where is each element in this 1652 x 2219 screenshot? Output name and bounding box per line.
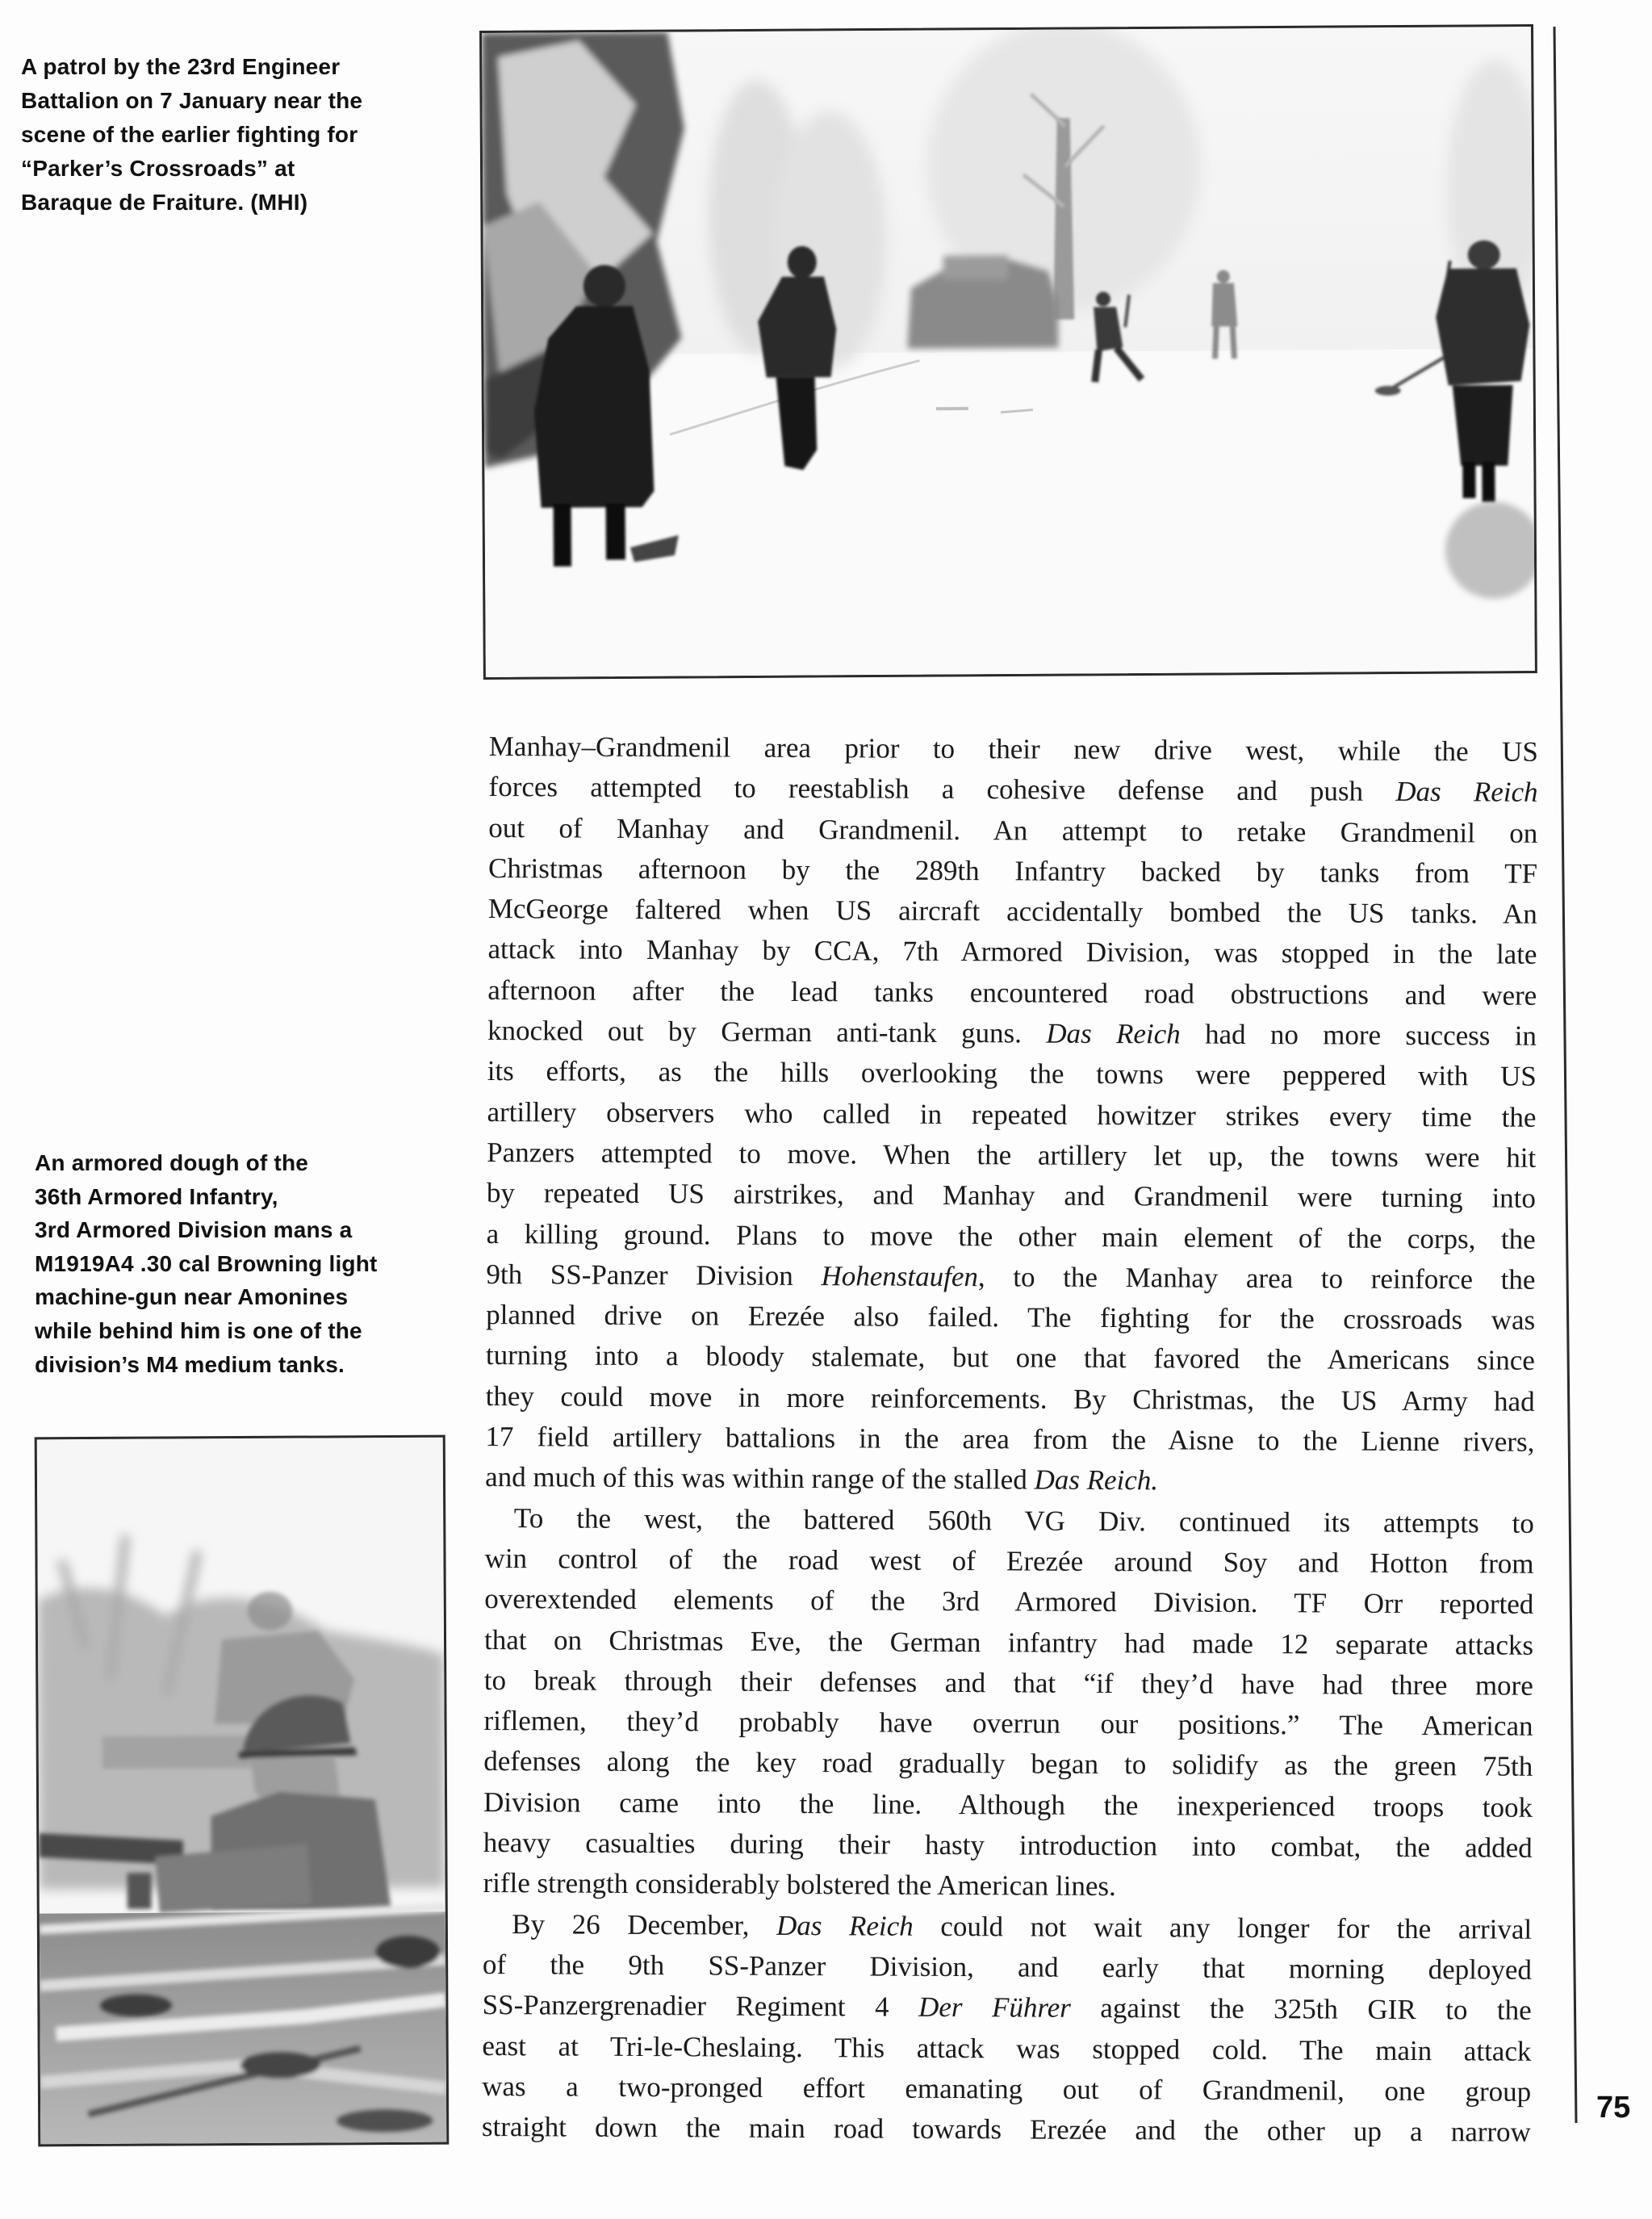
text-segment: by repeated US airstrikes, and Manhay and Grandmenil were turning into bbox=[486, 1177, 1537, 1215]
text-segment: had no more success in bbox=[1180, 1018, 1537, 1052]
caption-line: division’s M4 medium tanks. bbox=[35, 1351, 345, 1377]
body-text-line bbox=[486, 1335, 1535, 1381]
text-segment: attack into Manhay by CCA, 7th Armored Division, was stopped in the late bbox=[487, 933, 1537, 971]
text-segment: they could move in more reinforcements. By Christmas, the US Army had bbox=[485, 1380, 1535, 1417]
body-text-line bbox=[484, 1620, 1533, 1666]
italic-text-segment: Der Führer bbox=[918, 1991, 1071, 2024]
body-text-line bbox=[482, 2107, 1531, 2153]
caption-line: A patrol by the 23rd Engineer bbox=[21, 54, 341, 79]
text-segment: was a two-pronged effort emanating out of Grandmenil, one group bbox=[482, 2070, 1532, 2108]
text-segment: Christmas afternoon by the 289th Infantry backed by tanks from TF bbox=[487, 852, 1538, 890]
text-segment: knocked out by German anti-tank guns. bbox=[487, 1015, 1047, 1049]
italic-text-segment: Das Reich bbox=[776, 1909, 914, 1942]
body-text-line bbox=[486, 1254, 1535, 1300]
body-text-line bbox=[484, 1579, 1533, 1625]
text-segment: forces attempted to reestablish a cohesive defense and push bbox=[488, 771, 1396, 808]
photo-machine-gunner-image bbox=[37, 1438, 447, 2145]
text-segment: to break through their defenses and that “if they’d have had three more bbox=[483, 1664, 1533, 1702]
photo-caption-top bbox=[21, 50, 408, 220]
text-segment: that on Christmas Eve, the German infantry had made 12 separate attacks bbox=[483, 1623, 1534, 1661]
body-text-line bbox=[488, 767, 1537, 813]
caption-line: Baraque de Fraiture. (MHI) bbox=[21, 190, 308, 215]
body-text-line bbox=[482, 2066, 1531, 2112]
text-segment: overextended elements of the 3rd Armored Division. TF Orr reported bbox=[484, 1583, 1534, 1621]
italic-text-segment: Das Reich bbox=[1395, 776, 1538, 809]
body-text-line bbox=[483, 1945, 1532, 1991]
photo-machine-gunner bbox=[35, 1435, 450, 2147]
body-text-line bbox=[484, 1660, 1533, 1706]
text-segment: straight down the main road towards Erezée and the other up a narrow bbox=[481, 2111, 1532, 2148]
text-segment: McGeorge faltered when US aircraft accidentally bombed the US tanks. An bbox=[487, 893, 1537, 930]
text-segment: and much of this was within range of the stalled bbox=[485, 1461, 1035, 1496]
text-segment: a killing ground. Plans to move the other main element of the corps, the bbox=[486, 1217, 1536, 1255]
body-text-line bbox=[487, 929, 1537, 975]
body-text-line bbox=[489, 726, 1538, 772]
body-text-line bbox=[485, 1417, 1534, 1463]
text-segment: defenses along the key road gradually began to solidify as the green 75th bbox=[483, 1745, 1533, 1783]
body-text-line bbox=[487, 1133, 1536, 1179]
body-text-line bbox=[487, 970, 1537, 1016]
text-segment: Manhay–Grandmenil area prior to their new drive west, while the US bbox=[488, 730, 1538, 768]
body-text-line bbox=[488, 808, 1537, 854]
caption-line: “Parker’s Crossroads” at bbox=[21, 156, 295, 181]
body-text-line bbox=[487, 1173, 1536, 1219]
body-text-line bbox=[486, 1376, 1535, 1422]
body-text-line bbox=[488, 889, 1537, 935]
body-text-line bbox=[483, 1985, 1532, 2031]
body-text-line bbox=[482, 2025, 1531, 2071]
photo-patrol-snowy-road bbox=[479, 24, 1537, 680]
vertical-column-rule bbox=[1554, 27, 1576, 2123]
text-segment: 17 field artillery battalions in the area from the Aisne to the Lienne rivers, bbox=[485, 1421, 1535, 1458]
body-text-line bbox=[485, 1498, 1534, 1544]
text-segment: out of Manhay and Grandmenil. An attempt to retake Grandmenil on bbox=[488, 811, 1538, 849]
text-segment: afternoon after the lead tanks encountered road obstructions and were bbox=[487, 973, 1537, 1011]
text-segment: win control of the road west of Erezée around Soy and Hotton from bbox=[484, 1542, 1534, 1580]
body-text-line bbox=[487, 1092, 1536, 1138]
italic-text-segment: Das Reich bbox=[1046, 1017, 1181, 1050]
body-text-line bbox=[483, 1701, 1533, 1747]
italic-text-segment: Hohenstaufen bbox=[821, 1260, 979, 1293]
body-text-line bbox=[483, 1741, 1533, 1787]
caption-line: An armored dough of the bbox=[35, 1150, 309, 1175]
page-number: 75 bbox=[1596, 2091, 1631, 2125]
text-segment: planned drive on Erezée also failed. The fighting for the crossroads was bbox=[486, 1299, 1536, 1336]
text-segment: against the 325th GIR to the bbox=[1070, 1991, 1532, 2026]
body-text-line bbox=[483, 1782, 1533, 1828]
text-segment: Panzers attempted to move. When the artillery let up, the towns were hit bbox=[487, 1136, 1537, 1174]
italic-text-segment: Das Reich. bbox=[1034, 1463, 1159, 1497]
caption-line: 36th Armored Infantry, bbox=[35, 1183, 278, 1209]
body-text-line bbox=[487, 1214, 1536, 1260]
body-text-line bbox=[483, 1904, 1532, 1950]
text-segment: rifle strength considerably bolstered the American lines. bbox=[483, 1867, 1116, 1903]
text-segment: east at Tri-le-Cheslaing. This attack was stopped cold. The main attack bbox=[482, 2029, 1532, 2067]
text-segment: , to the Manhay area to reinforce the bbox=[977, 1261, 1536, 1296]
text-segment: could not wait any longer for the arrival bbox=[913, 1910, 1533, 1945]
text-segment: SS-Panzergrenadier Regiment 4 bbox=[482, 1989, 919, 2024]
body-text-line bbox=[488, 848, 1537, 894]
text-segment: its efforts, as the hills overlooking the towns were peppered with US bbox=[487, 1055, 1537, 1093]
photo-patrol-image bbox=[482, 27, 1535, 677]
text-segment: heavy casualties during their hasty introduction into combat, the added bbox=[483, 1826, 1533, 1864]
caption-line: while behind him is one of the bbox=[35, 1317, 362, 1343]
photo-caption-middle bbox=[35, 1146, 438, 1381]
caption-line: 3rd Armored Division mans a bbox=[35, 1217, 353, 1243]
body-text-line bbox=[486, 1295, 1535, 1341]
body-text-line bbox=[483, 1823, 1533, 1869]
body-text-line bbox=[487, 1011, 1537, 1057]
caption-line: machine-gun near Amonines bbox=[35, 1284, 349, 1310]
text-segment: To the west, the battered 560th VG Div. continued its attempts to bbox=[513, 1501, 1534, 1539]
caption-line: scene of the earlier fighting for bbox=[21, 122, 358, 147]
caption-line: M1919A4 .30 cal Browning light bbox=[35, 1250, 378, 1276]
body-text-line bbox=[483, 1863, 1532, 1909]
text-segment: of the 9th SS-Panzer Division, and early that morning deployed bbox=[482, 1948, 1533, 1986]
body-text-line bbox=[485, 1457, 1534, 1503]
text-segment: artillery observers who called in repeated howitzer strikes every time the bbox=[487, 1095, 1537, 1133]
text-segment: 9th SS-Panzer Division bbox=[486, 1258, 822, 1292]
caption-line: Battalion on 7 January near the bbox=[21, 88, 363, 113]
text-segment: riflemen, they’d probably have overrun our positions.” The American bbox=[483, 1705, 1533, 1742]
body-text-line bbox=[487, 1051, 1537, 1097]
text-segment: Division came into the line. Although the inexperienced troops took bbox=[483, 1786, 1533, 1823]
text-segment: turning into a bloody stalemate, but one that favored the Americans since bbox=[485, 1339, 1536, 1377]
body-text-line bbox=[484, 1539, 1533, 1585]
text-segment: By 26 December, bbox=[512, 1907, 777, 1941]
article-body-text bbox=[482, 726, 1538, 2153]
